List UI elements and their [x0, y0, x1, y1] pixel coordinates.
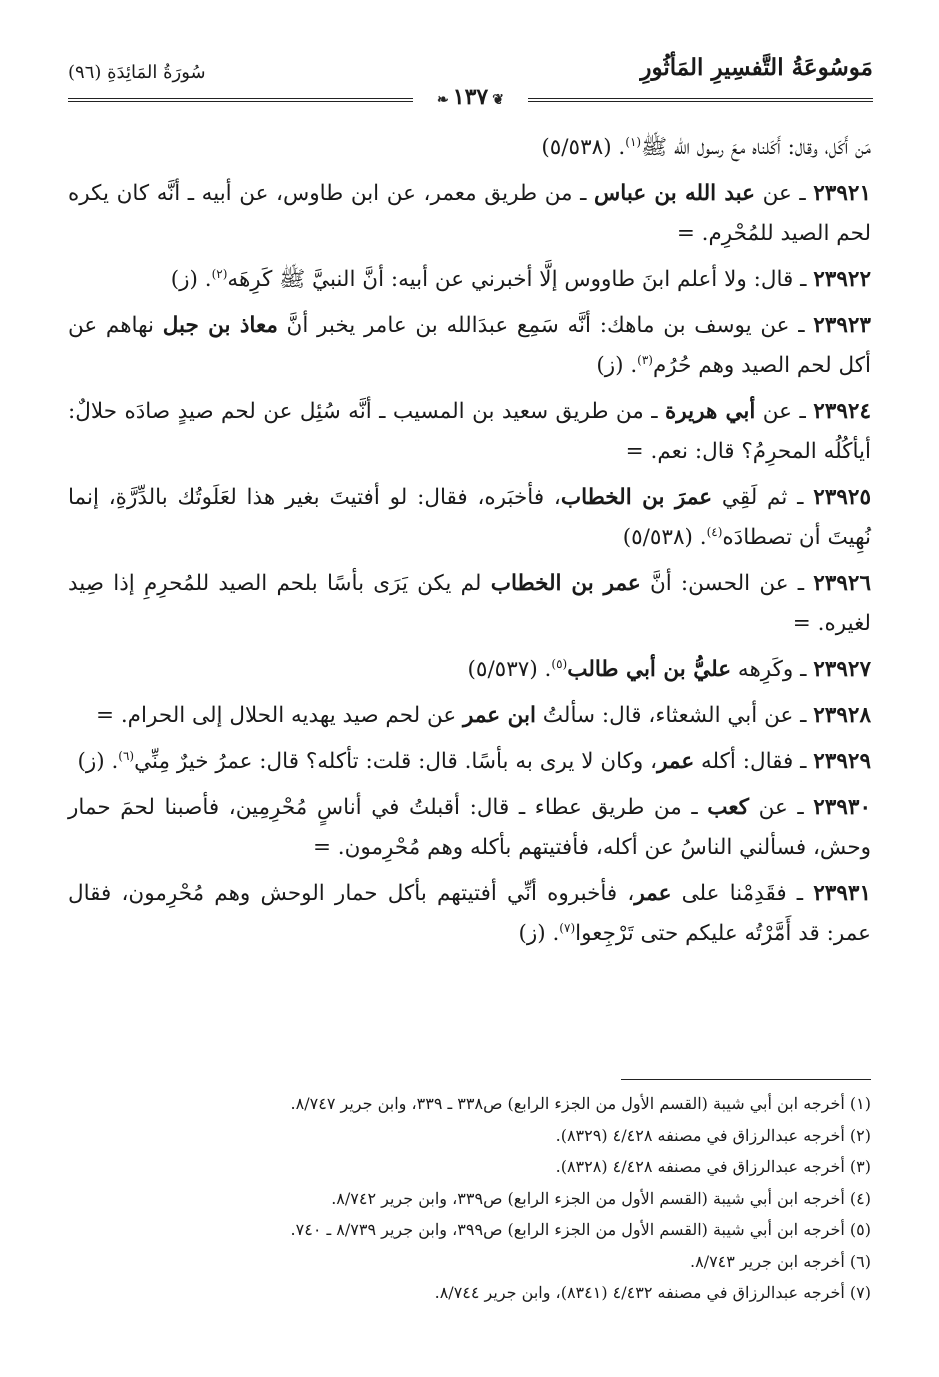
- text-segment: ـ عن يوسف بن ماهك: أنَّه سَمِع عبدَالله بن عامر يخبر أنَّ: [277, 313, 814, 338]
- narrator-name: عبد الله بن عباس: [594, 181, 755, 206]
- hadith-number: ٢٣٩٣١: [813, 881, 871, 906]
- narrator-name: عمر: [634, 881, 672, 906]
- text-segment: . (٥/٥٣٨): [541, 135, 626, 160]
- running-header: [68, 48, 873, 108]
- narrator-name: عمر بن الخطاب: [490, 571, 641, 596]
- paragraph: [68, 788, 871, 868]
- footnote: (١) أخرجه ابن أبي شيبة (القسم الأول من الجزء الرابع) ص٣٣٨ ـ ٣٣٩، وابن جرير ٨/٧٤٧.: [290, 1094, 871, 1113]
- text-segment: ـ من طريق عطاء ـ قال: أقبلتُ في أناسٍ مُحْرِمِين، فأصبنا لحمَ حمار وحش، فسألني الناسُ عن أكله، فأفتيتهم بأكله وهم مُحْرِمون. =: [68, 795, 871, 860]
- paragraph: [68, 650, 871, 690]
- text-segment: ، وكان لا يرى به بأسًا. قال: قلت: تأكله؟ قال: عمرُ خيرٌ مِنِّي: [134, 749, 658, 774]
- footnote-ref: (٦): [118, 748, 135, 763]
- hadith-number: ٢٣٩٢٣: [813, 313, 871, 338]
- text-segment: . (ز): [170, 267, 212, 292]
- text-segment: لم يكن يَرَى بأسًا بلحم الصيد للمُحرِمِ إذا صِيد لغيره. =: [68, 571, 871, 636]
- paragraph: [68, 128, 871, 168]
- footnote-separator: [621, 1079, 871, 1080]
- text-segment: ـ عن: [749, 795, 814, 820]
- text-segment: . (٥/٥٣٨): [622, 525, 707, 550]
- text-segment: نهاهم عن أكل لحم الصيد وهم حُرُم: [68, 313, 871, 378]
- text-segment: ـ من طريق سعيد بن المسيب ـ أنَّه سُئِل عن لحم صيدٍ صادَه حلالٌ: أيأكُلُه المحرِمُ؟ قال: نعم. =: [68, 399, 871, 464]
- narrator-name: معاذ بن جبل: [162, 313, 278, 338]
- text-segment: ، فأخبروه أنِّي أفتيتهم بأكل حمار الوحش وهم مُحْرِمون، فقال عمر: قد أَمَّرْتُه عليكم حتى تَرْجِعوا: [68, 881, 871, 946]
- hadith-number: ٢٣٩٢٨: [813, 703, 871, 728]
- main-text: [68, 128, 871, 960]
- paragraph: [68, 306, 871, 386]
- hadith-number: ٢٣٩٢٧: [813, 657, 871, 682]
- ornament-icon: ❦: [492, 92, 504, 108]
- text-segment: عن لحم صيد يهديه الحلال إلى الحرام. =: [95, 703, 464, 728]
- header-rule-left: [68, 98, 413, 102]
- footnote-ref: (٢): [211, 266, 228, 281]
- header-rule-right: [528, 98, 873, 102]
- footnote-ref: (٧): [559, 920, 576, 935]
- paragraph: [68, 392, 871, 472]
- ornament-icon: ❧: [437, 92, 449, 108]
- footnote-ref: (٣): [637, 352, 653, 367]
- surah-reference: سُورَةُ المَائِدَةِ (٩٦): [68, 62, 206, 83]
- hadith-number: ٢٣٩٢٤: [813, 399, 871, 424]
- hadith-number: ٢٣٩٣٠: [813, 795, 871, 820]
- narrator-name: أبي هريرة: [665, 399, 756, 424]
- footnote: (٧) أخرجه عبدالرزاق في مصنفه ٤/٤٣٢ (٨٣٤١)، وابن جرير ٨/٧٤٤.: [434, 1283, 871, 1302]
- paragraph: [68, 564, 871, 644]
- text-segment: ـ عن: [755, 181, 814, 206]
- narrator-name: عمرَ بن الخطاب: [560, 485, 713, 510]
- hadith-number: ٢٣٩٢١: [813, 181, 871, 206]
- text-segment: ـ وكَرِهه: [731, 657, 814, 682]
- narrator-name: عليُّ بن أبي طالب: [567, 657, 732, 682]
- footnote-ref: (٤): [706, 524, 723, 539]
- paragraph: [68, 874, 871, 954]
- footnotes: [68, 1088, 871, 1309]
- paragraph: [68, 742, 871, 782]
- footnote: (٦) أخرجه ابن جرير ٨/٧٤٣.: [690, 1251, 871, 1271]
- footnote: (٤) أخرجه ابن أبي شيبة (القسم الأول من الجزء الرابع) ص٣٣٩، وابن جرير ٨/٧٤٢.: [331, 1188, 871, 1208]
- hadith-number: ٢٣٩٢٩: [813, 749, 871, 774]
- footnote-ref: (١): [625, 134, 642, 149]
- text-segment: . (ز): [518, 921, 560, 946]
- text-segment: ـ فقال: أكله: [694, 749, 814, 774]
- footnote: (٣) أخرجه عبدالرزاق في مصنفه ٤/٤٢٨ (٨٣٢٨).: [555, 1157, 871, 1176]
- text-segment: . (ز): [596, 353, 638, 378]
- paragraph: [68, 696, 871, 736]
- text-segment: ـ من طريق معمر، عن ابن طاوس، عن أبيه ـ أنَّه كان يكره لحم الصيد للمُحْرِم. =: [68, 181, 871, 246]
- narrator-name: عمر: [657, 749, 695, 774]
- page-number: [413, 84, 528, 110]
- text-segment: ـ عن الحسن: أنَّ: [640, 571, 814, 596]
- footnote: (٥) أخرجه ابن أبي شيبة (القسم الأول من الجزء الرابع) ص٣٩٩، وابن جرير ٨/٧٣٩ ـ ٧٤٠.: [290, 1220, 871, 1239]
- text-segment: ـ ثم لَقِي: [712, 485, 814, 510]
- narrator-name: كعب: [707, 795, 749, 820]
- footnote-ref: (٥): [551, 656, 568, 671]
- narrator-name: ابن عمر: [463, 703, 536, 728]
- footnote: (٢) أخرجه عبدالرزاق في مصنفه ٤/٤٢٨ (٨٣٢٩).: [555, 1125, 871, 1145]
- book-title: مَوسُوعَةُ التَّفسِيرِ المَأثُورِ: [640, 54, 873, 81]
- text-segment: ـ فقَدِمْنا على: [671, 881, 814, 906]
- text-segment: . (٥/٥٣٧): [467, 657, 552, 682]
- text-segment: ـ قال: ولا أعلم ابنَ طاووس إلَّا أخبرني عن أبيه: أنَّ النبيَّ ﷺ كَرِهَه: [227, 267, 814, 292]
- hadith-number: ٢٣٩٢٢: [813, 267, 871, 292]
- hadith-number: ٢٣٩٢٥: [813, 485, 871, 510]
- text-segment: . (ز): [77, 749, 119, 774]
- paragraph: [68, 478, 871, 558]
- paragraph: [68, 174, 871, 254]
- text-segment: ، فأخبَره، فقال: لو أفتيتَ بغير هذا لعَلَوتُك بالدِّرَّةِ، إنما نُهِيتَ أن تصطادَه: [68, 485, 871, 550]
- text-segment: ـ عن أبي الشعثاء، قال: سألتُ: [535, 703, 814, 728]
- paragraph: [68, 260, 871, 300]
- hadith-number: ٢٣٩٢٦: [813, 571, 871, 596]
- text-segment: ـ عن: [755, 399, 814, 424]
- text-segment: مَن أَكَل، وقال: أَكَلناه معَ رسول الله ﷺ: [641, 135, 871, 160]
- page-number-text: ١٣٧: [452, 84, 489, 110]
